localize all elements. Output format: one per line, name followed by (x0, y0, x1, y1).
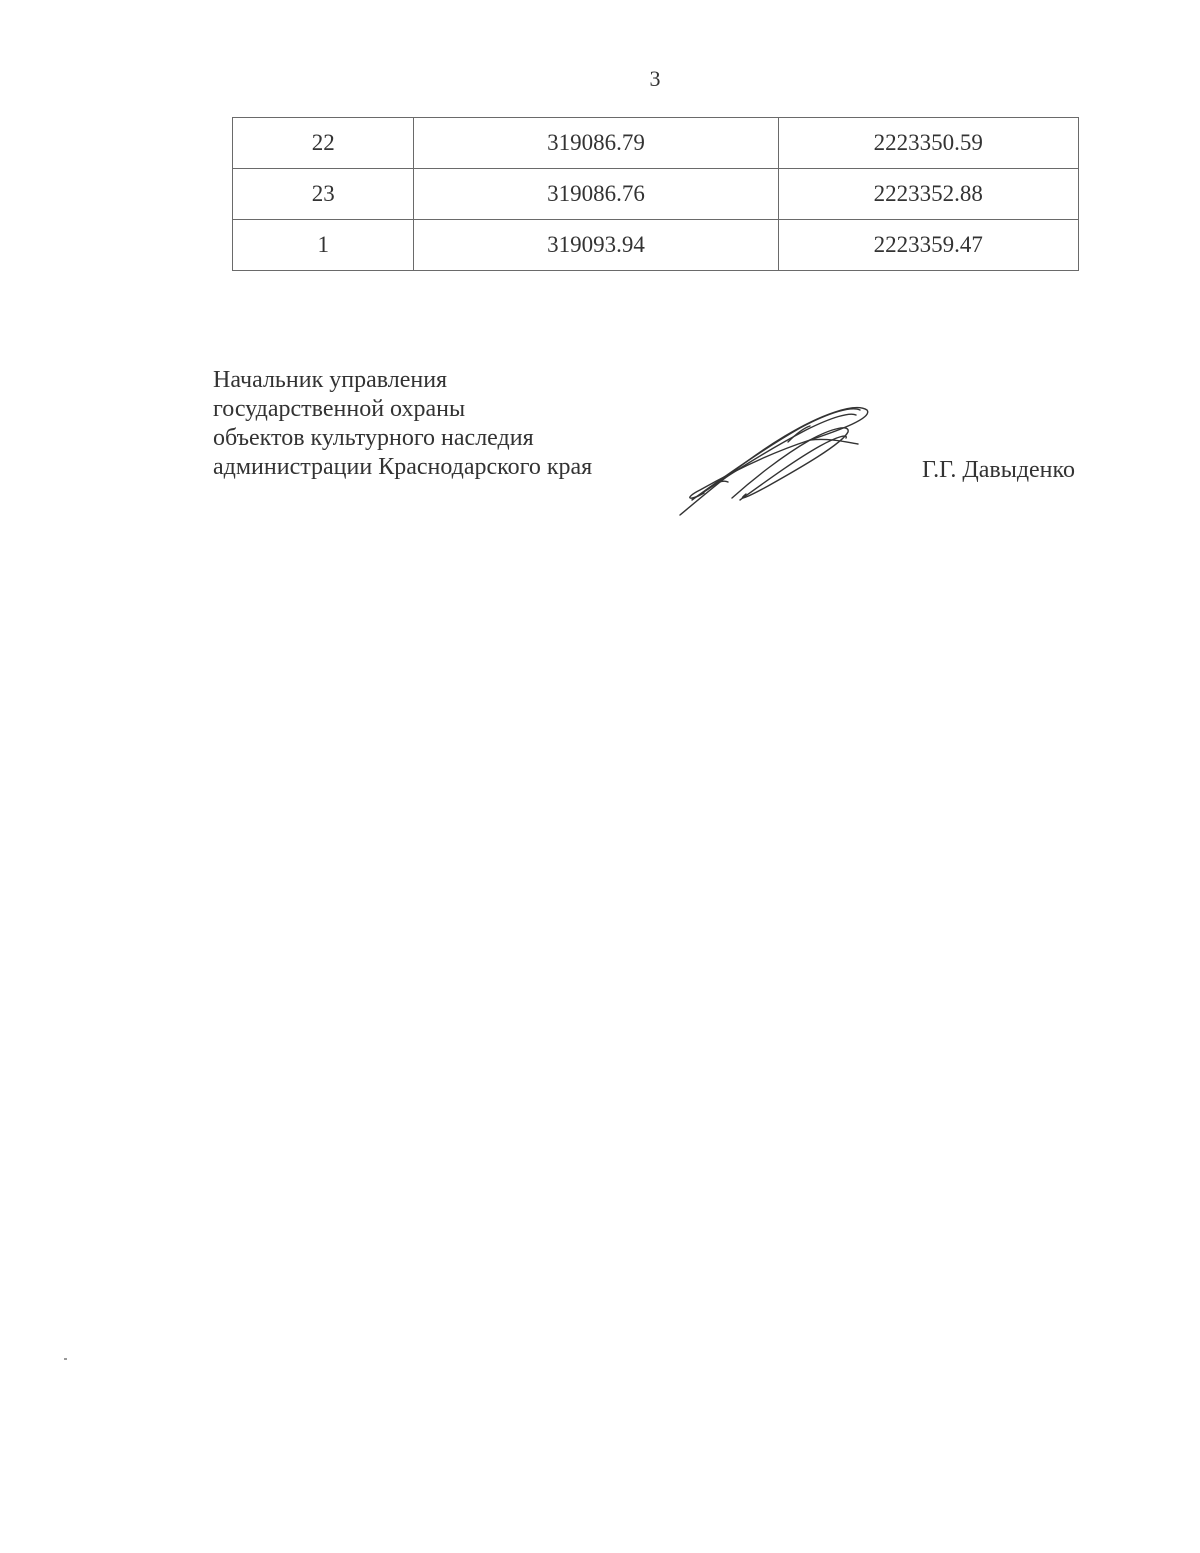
page-number: 3 (649, 66, 661, 91)
y-coordinate-cell: 2223350.59 (778, 118, 1078, 169)
position-line: администрации Краснодарского края (213, 454, 593, 480)
handwritten-signature (670, 398, 880, 523)
y-coordinate-cell: 2223352.88 (778, 169, 1078, 220)
scan-artifact (64, 1358, 67, 1360)
table-row (233, 220, 1079, 271)
position-line: государственной охраны (213, 396, 466, 422)
point-number-cell: 22 (233, 118, 414, 169)
signer-name: Г.Г. Давыденко (922, 457, 1075, 483)
position-line: Начальник управления (213, 367, 448, 393)
y-coordinate-cell: 2223359.47 (778, 220, 1078, 271)
position-line: объектов культурного наследия (213, 425, 534, 451)
x-coordinate-cell: 319086.76 (414, 169, 778, 220)
signer-position (213, 366, 592, 482)
table-row (233, 118, 1079, 169)
point-number-cell: 23 (233, 169, 414, 220)
coordinates-table (232, 117, 1079, 271)
point-number-cell: 1 (233, 220, 414, 271)
table-row (233, 169, 1079, 220)
x-coordinate-cell: 319086.79 (414, 118, 778, 169)
x-coordinate-cell: 319093.94 (414, 220, 778, 271)
